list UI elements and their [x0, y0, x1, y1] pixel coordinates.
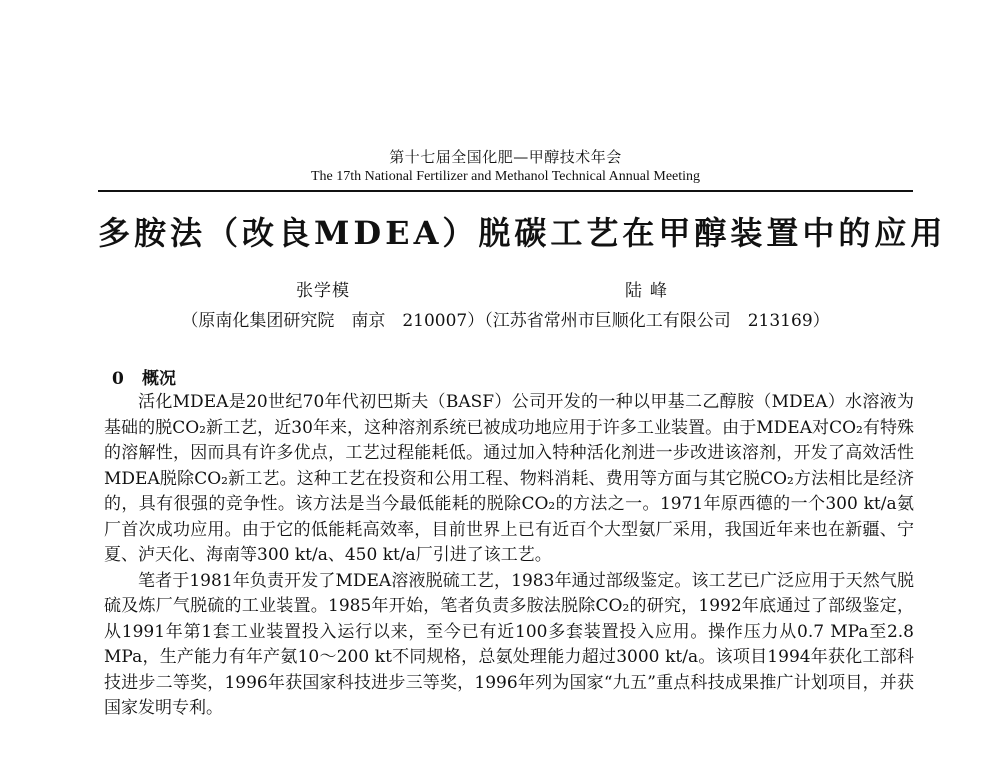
section-title: 概况	[142, 369, 176, 389]
header-rule	[98, 190, 913, 192]
body-text	[104, 390, 914, 722]
author-2: 陆峰	[625, 281, 675, 301]
paper-title: 多胺法（改良MDEA）脱碳工艺在甲醇装置中的应用	[98, 214, 947, 252]
conference-title-en: The 17th National Fertilizer and Methanol Technical Annual Meeting	[310, 169, 701, 184]
paragraph-1: 活化MDEA是20世纪70年代初巴斯夫（BASF）公司开发的一种以甲基二乙醇胺（MDEA）水溶液为基础的脱CO₂新工艺，近30年来，这种溶剂系统已被成功地应用于许多工业装置。由于MDEA对CO₂有特殊的溶解性，因而具有许多优点，工艺过程能耗低。通过加入特种活化剂进一步改进该溶剂，开发了高效活性MDEA脱除CO₂新工艺。这种工艺在投资和公用工程、物料消耗、费用等方面与其它脱CO₂方法相比是经济的，具有很强的竞争性。该方法是当今最低能耗的脱除CO₂的方法之一。1971年原西德的一个300 kt/a氨厂首次成功应用。由于它的低能耗高效率，目前世界上已有近百个大型氨厂采用，我国近年来也在新疆、宁夏、泸天化、海南等300 kt/a、450 kt/a厂引进了该工艺。	[104, 392, 914, 565]
section-number: 0	[112, 369, 124, 389]
author-affiliation: （原南化集团研究院 南京 210007）（江苏省常州市巨顺化工有限公司 213169）	[181, 311, 830, 331]
section-heading	[112, 364, 176, 389]
conference-title-cn: 第十七届全国化肥—甲醇技术年会	[389, 148, 622, 166]
conference-header	[98, 148, 913, 185]
author-1: 张学模	[296, 281, 350, 301]
paragraph-2: 笔者于1981年负责开发了MDEA溶液脱硫工艺，1983年通过部级鉴定。该工艺已广泛应用于天然气脱硫及炼厂气脱硫的工业装置。1985年开始，笔者负责多胺法脱除CO₂的研究，1992年底通过了部级鉴定，从1991年第1套工业装置投入运行以来，至今已有近100多套装置投入应用。操作压力从0.7 MPa至2.8 MPa，生产能力有年产氨10～200 kt不同规格，总氨处理能力超过3000 kt/a。该项目1994年获化工部科技进步二等奖，1996年获国家科技进步三等奖，1996年列为国家“九五”重点科技成果推广计划项目，并获国家发明专利。	[104, 570, 914, 718]
